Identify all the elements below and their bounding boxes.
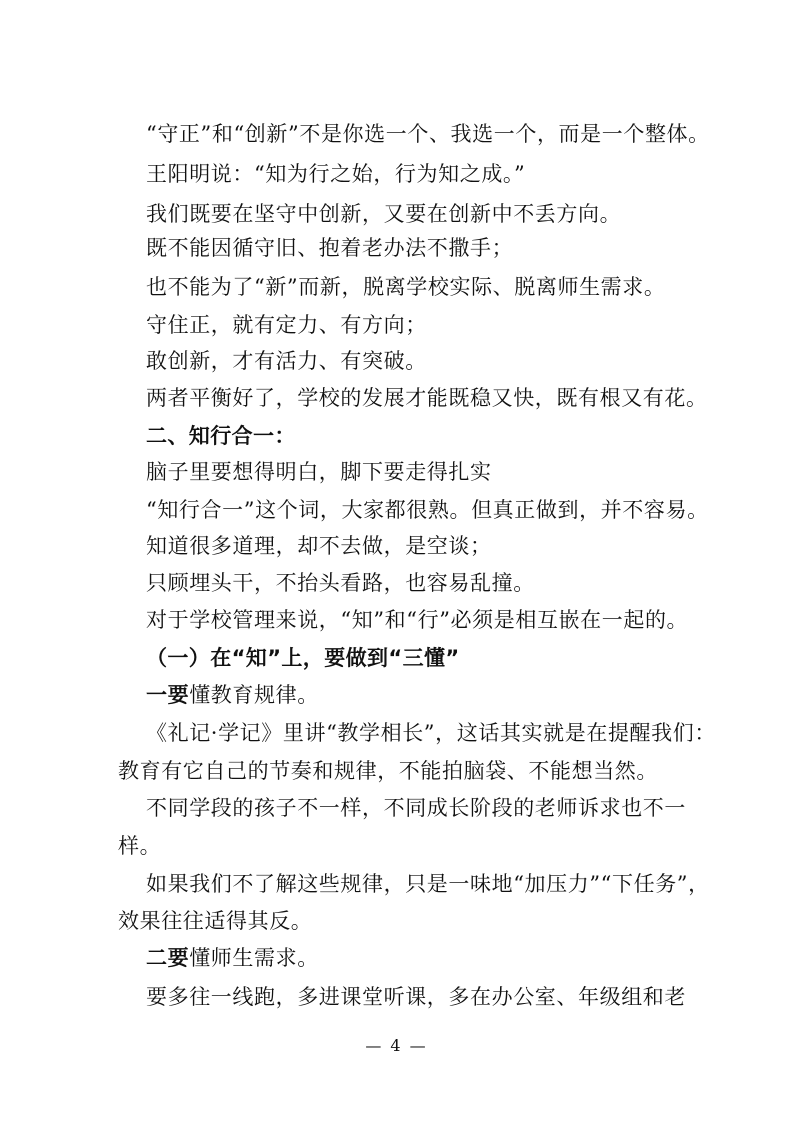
paragraph-line: 要多往一线跑，多进课堂听课，多在办公室、年级组和老 bbox=[146, 985, 686, 1009]
paragraph-line: 敢创新，才有活力、有突破。 bbox=[146, 349, 427, 373]
section-heading: 二、知行合一： bbox=[146, 424, 296, 448]
page-number: — 4 — bbox=[365, 1036, 428, 1055]
paragraph-line: 效果往往适得其反。 bbox=[118, 909, 313, 933]
paragraph-line: 教育有它自己的节奏和规律，不能拍脑袋、不能想当然。 bbox=[118, 759, 658, 783]
paragraph-line: 脑子里要想得明白，脚下要走得扎实 bbox=[146, 460, 492, 484]
point-text: 懂教育规律。 bbox=[189, 683, 319, 707]
paragraph-line: 王阳明说：“知为行之始，行为知之成。” bbox=[146, 162, 526, 186]
point-text: 懂师生需求。 bbox=[189, 946, 319, 970]
paragraph-line: 也不能为了“新”而新，脱离学校实际、脱离师生需求。 bbox=[146, 275, 666, 299]
paragraph-line: 我们既要在坚守中创新，又要在创新中不丢方向。 bbox=[146, 202, 622, 226]
paragraph-line: 对于学校管理来说，“知”和“行”必须是相互嵌在一起的。 bbox=[146, 608, 689, 632]
paragraph-line: 如果我们不了解这些规律，只是一味地“加压力”“下任务”， bbox=[146, 872, 710, 896]
subsection-heading: （一）在“知”上，要做到“三懂” bbox=[146, 646, 460, 670]
point-lead: 二要 bbox=[146, 946, 190, 970]
paragraph-line: 《礼记·学记》里讲“教学相长”，这话其实就是在提醒我们： bbox=[146, 721, 716, 745]
paragraph-line: 样。 bbox=[118, 834, 162, 858]
paragraph-line: “知行合一”这个词，大家都很熟。但真正做到，并不容易。 bbox=[146, 498, 709, 522]
point-heading bbox=[146, 681, 319, 709]
paragraph-line: 既不能因循守旧、抱着老办法不撒手； bbox=[146, 236, 514, 260]
point-heading bbox=[146, 944, 319, 972]
paragraph-line: 不同学段的孩子不一样，不同成长阶段的老师诉求也不一 bbox=[146, 796, 686, 820]
paragraph-line: 守住正，就有定力、有方向； bbox=[146, 313, 427, 337]
point-lead: 一要 bbox=[146, 683, 190, 707]
paragraph-line: 知道很多道理，却不去做，是空谈； bbox=[146, 534, 492, 558]
paragraph-line: 两者平衡好了，学校的发展才能既稳又快，既有根又有花。 bbox=[146, 386, 708, 410]
paragraph-line: “守正”和“创新”不是你选一个、我选一个，而是一个整体。 bbox=[146, 122, 710, 146]
paragraph-line: 只顾埋头干，不抬头看路，也容易乱撞。 bbox=[146, 571, 535, 595]
